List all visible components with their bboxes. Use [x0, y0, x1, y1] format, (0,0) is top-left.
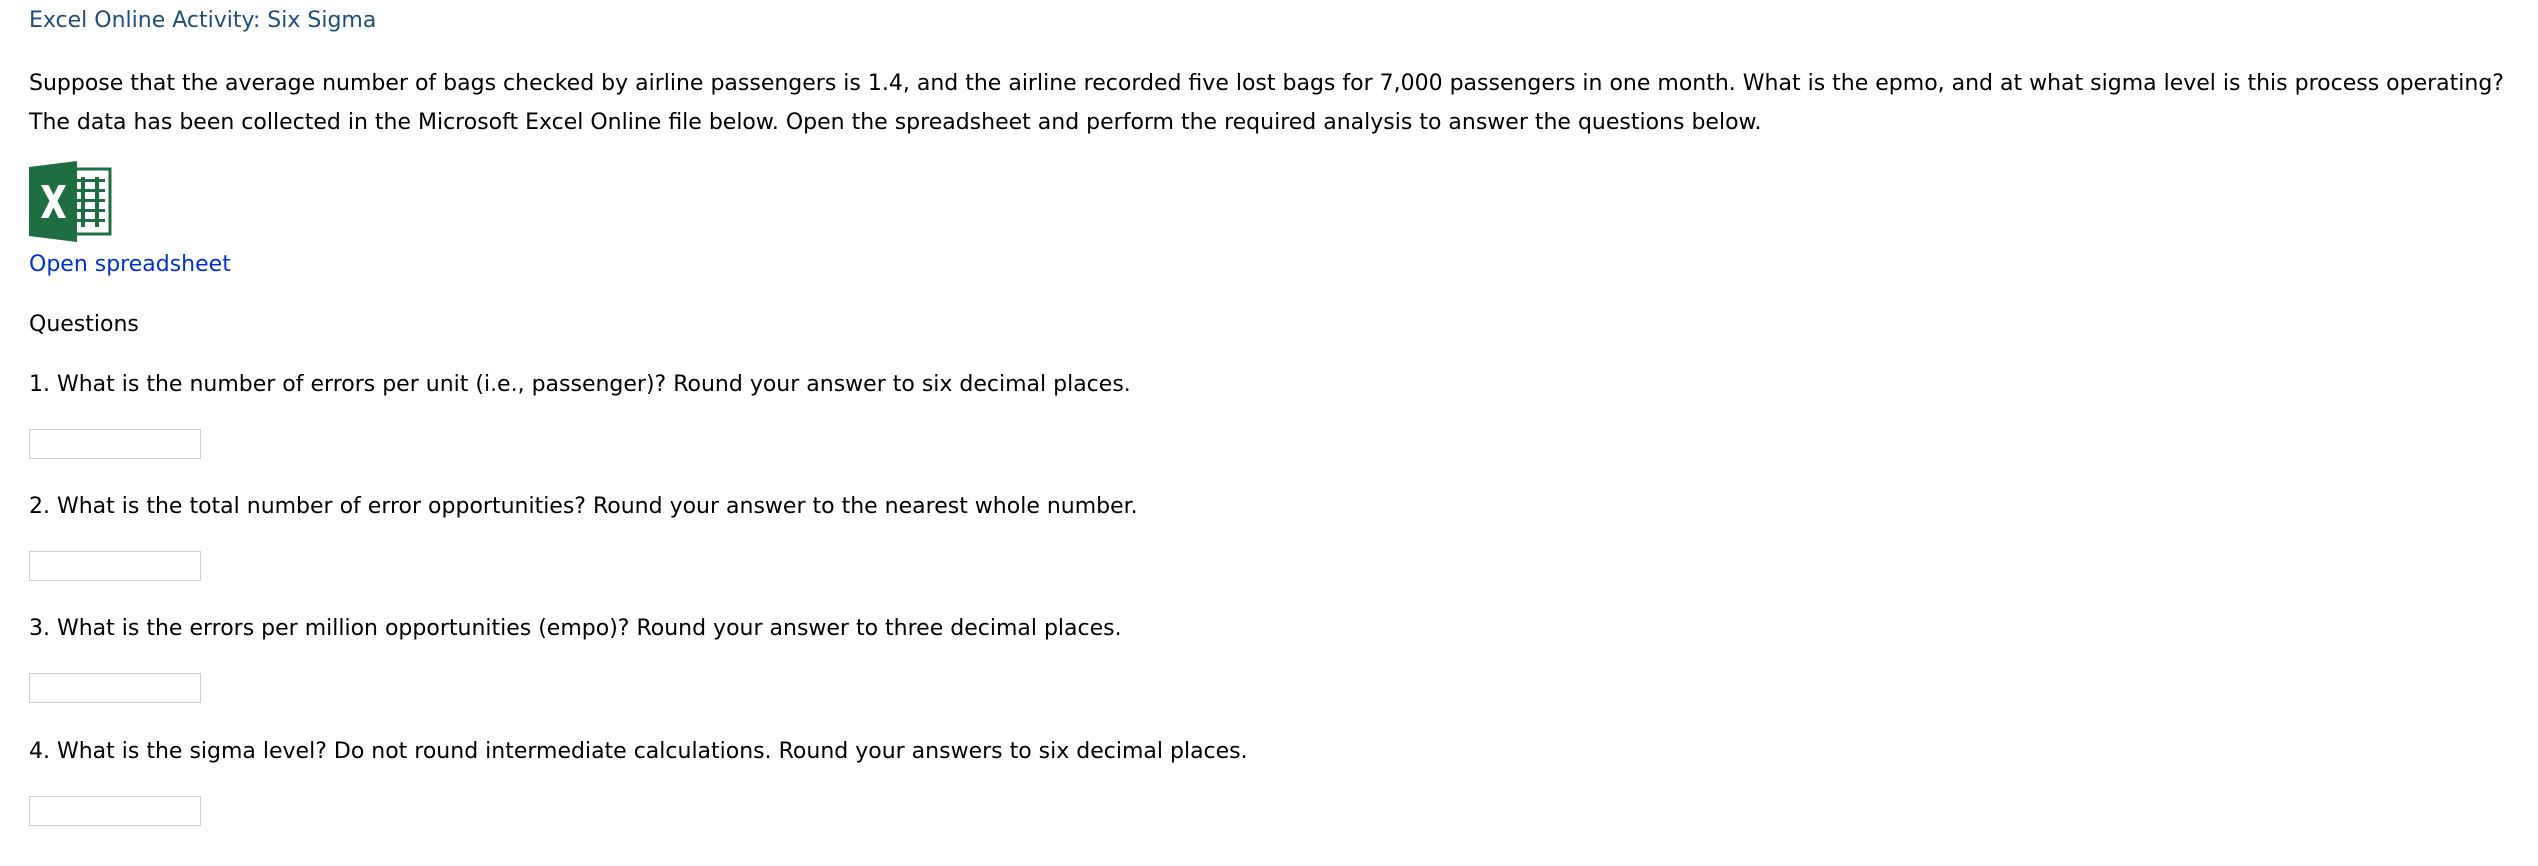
- activity-title: Excel Online Activity: Six Sigma: [29, 8, 377, 33]
- question-2: 2. What is the total number of error opportunities? Round your answer to the nearest whole number.: [29, 494, 1138, 519]
- answer-input-1[interactable]: [29, 429, 201, 459]
- problem-statement-line-1: Suppose that the average number of bags checked by airline passengers is 1.4, and the airline recorded five lost bags for 7,000 passengers in one month. What is the epmo, and at what sigma level is this process operating?: [29, 71, 2504, 96]
- open-spreadsheet-link[interactable]: Open spreadsheet: [29, 252, 231, 277]
- question-3: 3. What is the errors per million opportunities (empo)? Round your answer to three decimal places.: [29, 616, 1122, 641]
- question-4: 4. What is the sigma level? Do not round intermediate calculations. Round your answers to six decimal places.: [29, 739, 1248, 764]
- excel-icon[interactable]: [29, 161, 112, 242]
- answer-input-2[interactable]: [29, 551, 201, 581]
- answer-input-3[interactable]: [29, 673, 201, 703]
- problem-statement-line-2: The data has been collected in the Microsoft Excel Online file below. Open the spreadsheet and perform the required analysis to answer the questions below.: [29, 110, 1762, 135]
- problem-statement: [29, 64, 2504, 142]
- answer-input-4[interactable]: [29, 796, 201, 826]
- questions-heading: Questions: [29, 312, 139, 337]
- question-1: 1. What is the number of errors per unit (i.e., passenger)? Round your answer to six decimal places.: [29, 372, 1131, 397]
